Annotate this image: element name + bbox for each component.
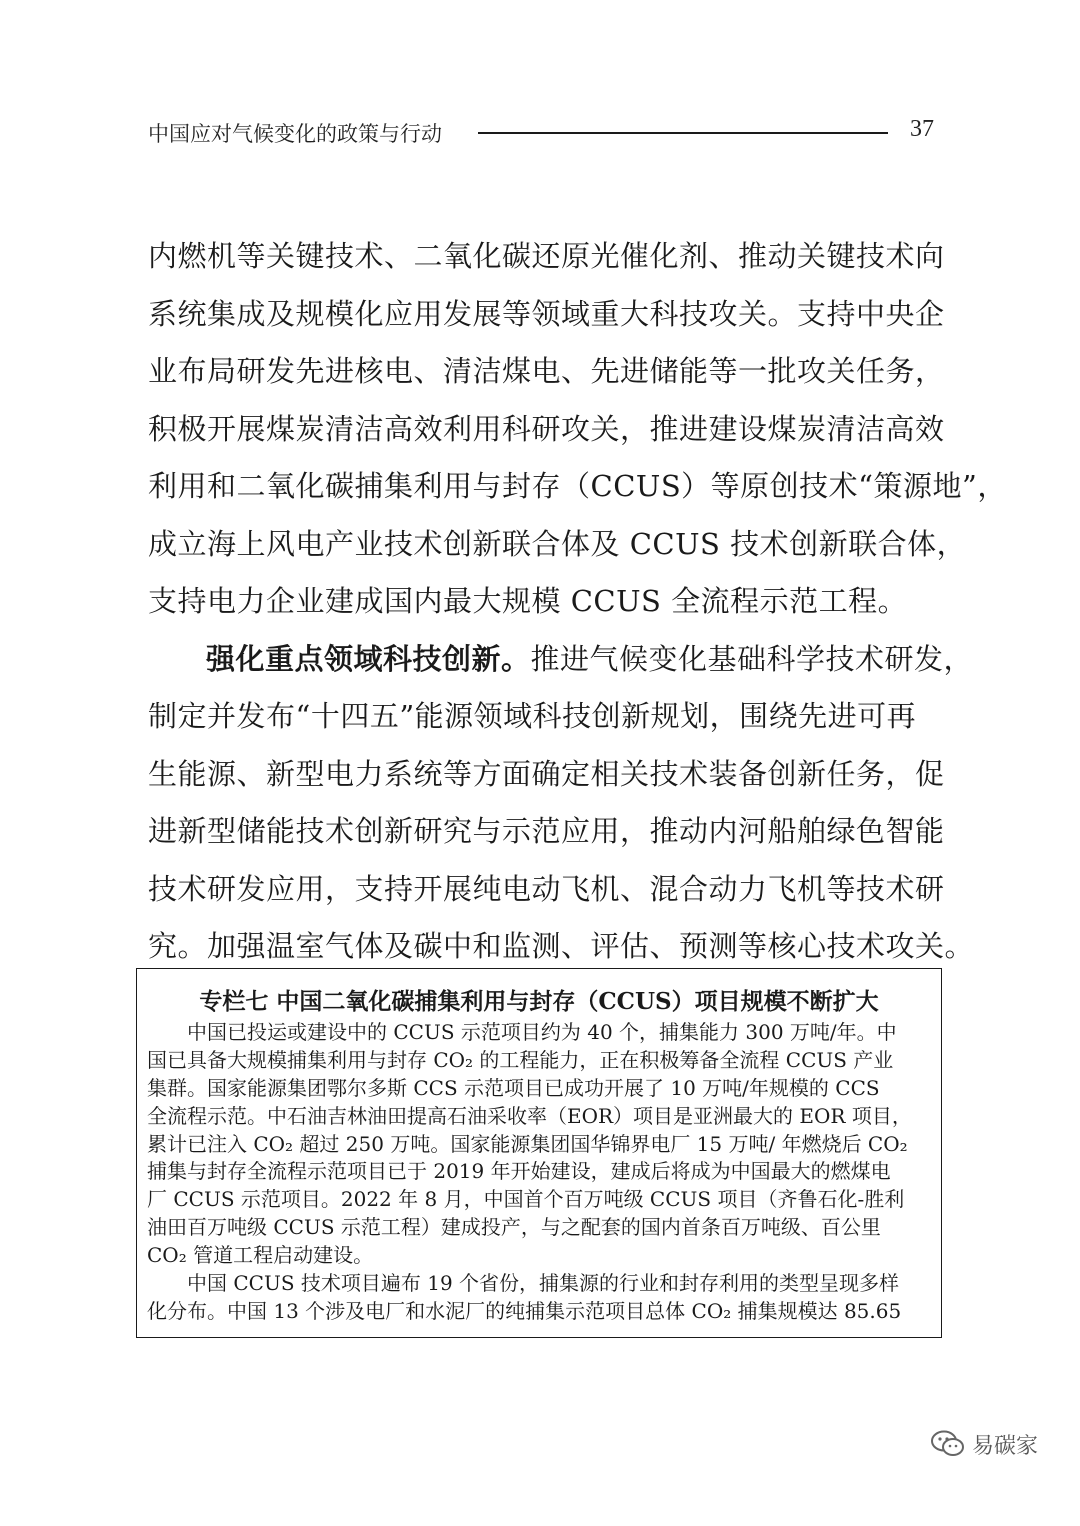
sidebar-line: 油田百万吨级 CCUS 示范工程）建成投产，与之配套的国内首条百万吨级、百公里	[147, 1215, 881, 1240]
paragraph-2-first-text: 推进气候变化基础科学技术研发，	[530, 641, 974, 676]
sidebar-body	[147, 1019, 933, 1326]
body-text	[148, 228, 1007, 976]
body-line: 生能源、新型电力系统等方面确定相关技术装备创新任务，促	[148, 756, 945, 791]
body-line: 技术研发应用，支持开展纯电动飞机、混合动力飞机等技术研	[148, 871, 945, 906]
sidebar-line: 累计已注入 CO₂ 超过 250 万吨。国家能源集团国华锦界电厂 15 万吨/ 年燃烧后 CO₂	[147, 1131, 908, 1156]
page-number: 37	[910, 116, 934, 142]
sidebar-line: 中国 CCUS 技术项目遍布 19 个省份，捕集源的行业和封存利用的类型呈现多样	[187, 1271, 900, 1296]
header-rule	[478, 132, 888, 134]
body-line: 成立海上风电产业技术创新联合体及 CCUS 技术创新联合体，	[148, 526, 967, 561]
body-line: 业布局研发先进核电、清洁煤电、先进储能等一批攻关任务，	[148, 354, 945, 388]
running-header-title: 中国应对气候变化的政策与行动	[148, 122, 442, 146]
sidebar-line: 化分布。中国 13 个涉及电厂和水泥厂的纯捕集示范项目总体 CO₂ 捕集规模达 85.65	[147, 1298, 902, 1323]
sidebar-title: 专栏七 中国二氧化碳捕集利用与封存（CCUS）项目规模不断扩大	[199, 988, 879, 1015]
sidebar-box	[136, 968, 942, 1338]
sidebar-line: 全流程示范。中石油吉林油田提高石油采收率（EOR）项目是亚洲最大的 EOR 项目，	[147, 1103, 912, 1128]
watermark	[930, 1426, 1038, 1462]
body-line: 积极开展煤炭清洁高效利用科研攻关，推进建设煤炭清洁高效	[148, 411, 945, 446]
paragraph-2-heading: 强化重点领域科技创新。	[206, 641, 531, 676]
body-line: 支持电力企业建成国内最大规模 CCUS 全流程示范工程。	[148, 584, 908, 618]
sidebar-line: 集群。国家能源集团鄂尔多斯 CCS 示范项目已成功开展了 10 万吨/年规模的 CCS	[147, 1075, 880, 1100]
sidebar-line: 捕集与封存全流程示范项目已于 2019 年开始建设，建成后将成为中国最大的燃煤电	[147, 1159, 891, 1184]
body-line: 系统集成及规模化应用发展等领域重大科技攻关。支持中央企	[148, 296, 945, 331]
watermark-text: 易碳家	[972, 1433, 1039, 1459]
wechat-icon	[930, 1429, 966, 1459]
sidebar-line: CO₂ 管道工程启动建设。	[147, 1243, 374, 1268]
sidebar-line: 中国已投运或建设中的 CCUS 示范项目约为 40 个，捕集能力 300 万吨/年。中	[187, 1020, 897, 1044]
body-line: 制定并发布“十四五”能源领域科技创新规划，围绕先进可再	[148, 699, 917, 733]
body-line: 进新型储能技术创新研究与示范应用，推动内河船舶绿色智能	[148, 814, 945, 848]
sidebar-line: 国已具备大规模捕集利用与封存 CO₂ 的工程能力，正在积极筹备全流程 CCUS 产业	[147, 1047, 894, 1072]
running-header	[148, 112, 934, 152]
body-line: 内燃机等关键技术、二氧化碳还原光催化剂、推动关键技术向	[148, 239, 945, 273]
body-line: 究。加强温室气体及碳中和监测、评估、预测等核心技术攻关。	[148, 929, 975, 963]
body-line: 利用和二氧化碳捕集利用与封存（CCUS）等原创技术“策源地”，	[148, 469, 1007, 503]
paragraph-2-first-line	[148, 631, 974, 689]
sidebar-line: 厂 CCUS 示范项目。2022 年 8 月，中国首个百万吨级 CCUS 项目（齐鲁石化-胜利	[147, 1187, 905, 1212]
